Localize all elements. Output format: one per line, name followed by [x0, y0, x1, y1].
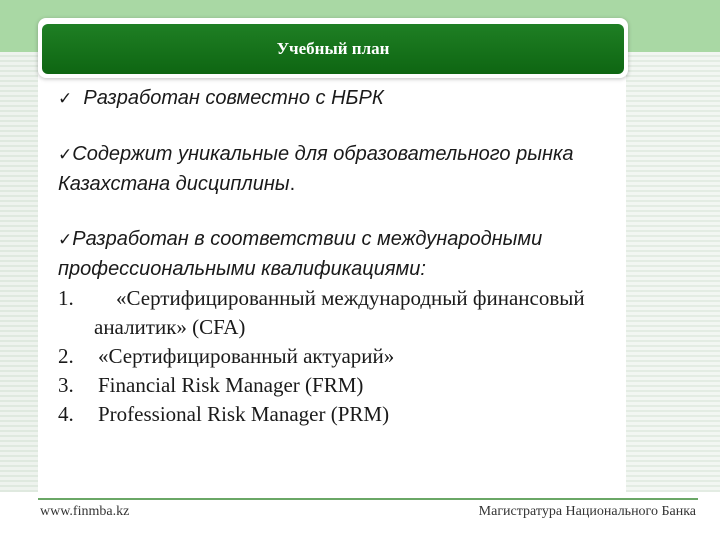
- list-item-text-continued: аналитик» (CFA): [94, 315, 246, 339]
- list-item-text: «Сертифицированный международный финансовый: [116, 286, 585, 310]
- check-icon: ✓: [58, 230, 73, 250]
- bullet-text: Разработан совместно с НБРК: [83, 87, 384, 109]
- left-background-stripe: [0, 52, 38, 492]
- header-bar: [42, 24, 624, 74]
- list-item: [58, 342, 678, 371]
- list-number: 4.: [58, 402, 74, 426]
- list-number: 2.: [58, 344, 74, 368]
- list-item-text: Professional Risk Manager (PRM): [98, 402, 390, 426]
- footer-divider: [38, 498, 698, 500]
- bullet-item: [58, 225, 678, 284]
- bullet-trailing: .: [289, 173, 296, 195]
- bullet-item: [58, 140, 678, 199]
- list-item: [58, 400, 678, 429]
- list-item-text: Financial Risk Manager (FRM): [98, 373, 364, 397]
- check-icon: ✓: [58, 89, 73, 109]
- list-item: [58, 284, 678, 342]
- bullet-text: Содержит уникальные для образовательного рынка Казахстана дисциплины: [58, 143, 574, 195]
- list-number: 3.: [58, 373, 74, 397]
- footer-program-name: Магистратура Национального Банка: [478, 504, 696, 519]
- check-icon: ✓: [58, 145, 73, 165]
- list-item-text: «Сертифицированный актуарий»: [98, 344, 395, 368]
- slide-body: [58, 84, 678, 429]
- bullet-item: [58, 84, 678, 114]
- qualifications-list: [58, 284, 678, 429]
- bullet-text: Разработан в соответствии с международными профессиональными квалификациями:: [58, 228, 543, 280]
- list-item: [58, 371, 678, 400]
- slide-title: Учебный план: [276, 39, 390, 58]
- header-card: [38, 18, 628, 78]
- footer-website-link[interactable]: www.finmba.kz: [40, 504, 130, 519]
- list-number: 1.: [58, 286, 74, 310]
